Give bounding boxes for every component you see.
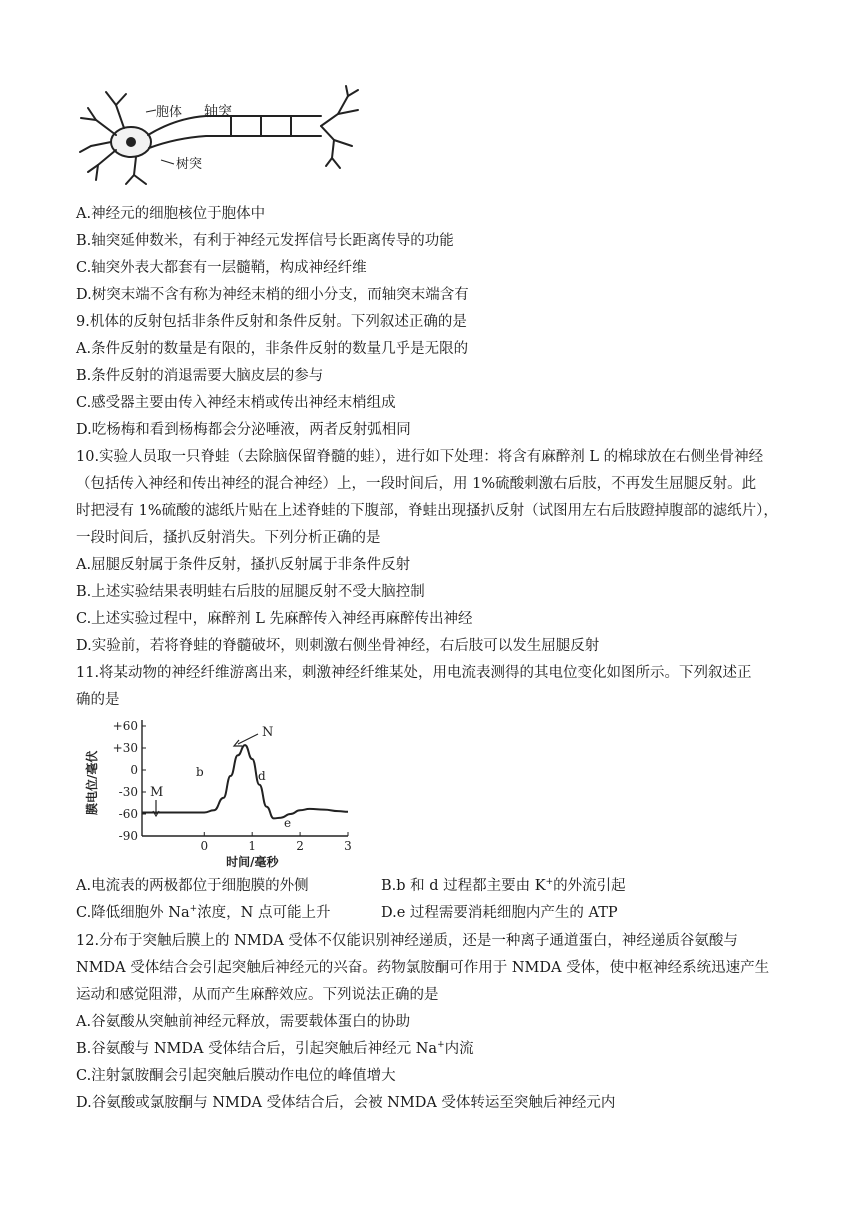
- dendrite-label: 树突: [176, 157, 203, 172]
- q12-option-a: A.谷氨酸从突触前神经元释放，需要载体蛋白的协助: [76, 1014, 411, 1030]
- q10-option-c: C.上述实验过程中，麻醉剂 L 先麻醉传入神经再麻醉传出神经: [76, 611, 473, 627]
- q12-option-d: D.谷氨酸或氯胺酮与 NMDA 受体结合后，会被 NMDA 受体转运至突触后神经元内: [76, 1095, 616, 1111]
- x-tick-label: 3: [344, 839, 352, 853]
- membrane-potential-chart: [76, 712, 376, 872]
- x-tick-label: 0: [200, 839, 209, 853]
- annotation-n-arrow: [238, 734, 258, 744]
- q10-option-d: D.实验前，若将脊蛙的脊髓破坏，则刺激右侧坐骨神经，右后肢可以发生屈腿反射: [76, 638, 600, 654]
- q9-option-d: D.吃杨梅和看到杨梅都会分泌唾液，两者反射弧相同: [76, 422, 411, 438]
- x-axis-label: 时间/毫秒: [226, 855, 279, 869]
- q8-option-a: A.神经元的细胞核位于胞体中: [76, 206, 266, 222]
- axon-label: 轴突: [204, 104, 232, 120]
- annotation-e: e: [284, 816, 292, 830]
- q10-option-b: B.上述实验结果表明蛙右后肢的屈腿反射不受大脑控制: [76, 584, 425, 600]
- q12-option-c: C.注射氯胺酮会引起突触后膜动作电位的峰值增大: [76, 1068, 396, 1084]
- q11-stem-1: 11.将某动物的神经纤维游离出来，刺激神经纤维某处，用电流表测得的其电位变化如图所示。下列叙述正: [76, 665, 752, 681]
- annotation-m: M: [150, 785, 164, 800]
- x-tick-label: 2: [296, 839, 304, 853]
- q10-stem-3: 时把浸有 1%硫酸的滤纸片贴在上述脊蛙的下腹部，脊蛙出现搔扒反射（试图用左右后肢蹬掉腹部的滤纸片），: [76, 503, 778, 519]
- y-tick-label: +60: [112, 719, 138, 733]
- chart-axes: [142, 720, 348, 836]
- q8-option-d: D.树突末端不含有称为神经末梢的细小分支，而轴突末端含有: [76, 287, 469, 303]
- q11-option-a: A.电流表的两极都位于细胞膜的外侧: [76, 878, 309, 894]
- q9-option-c: C.感受器主要由传入神经末梢或传出神经末梢组成: [76, 395, 396, 411]
- q10-stem-2: （包括传入神经和传出神经的混合神经）上，一段时间后，用 1%硫酸刺激右后肢，不再发生屈腿反射。此: [76, 476, 757, 492]
- q9-stem: 9.机体的反射包括非条件反射和条件反射。下列叙述正确的是: [76, 314, 467, 330]
- q8-option-b: B.轴突延伸数米，有利于神经元发挥信号长距离传导的功能: [76, 233, 454, 249]
- y-tick-label: 0: [130, 763, 138, 777]
- potential-curve: [142, 745, 348, 818]
- q11-stem-2: 确的是: [76, 692, 120, 708]
- q11-option-c: C.降低细胞外 Na+浓度，N 点可能上升: [76, 904, 331, 921]
- x-tick-label: 1: [248, 839, 257, 853]
- soma-label: 胞体: [156, 105, 183, 120]
- neuron-figure: [76, 80, 366, 190]
- q11-option-b: B.b 和 d 过程都主要由 K+的外流引起: [381, 877, 626, 894]
- q9-option-a: A.条件反射的数量是有限的，非条件反射的数量几乎是无限的: [76, 341, 469, 357]
- chart-ticks: [113, 719, 352, 853]
- q12-option-b: B.谷氨酸与 NMDA 受体结合后，引起突触后神经元 Na+内流: [76, 1040, 474, 1057]
- annotation-d: d: [258, 769, 266, 783]
- nucleus-dot: [127, 138, 135, 146]
- q12-stem-1: 12.分布于突触后膜上的 NMDA 受体不仅能识别神经递质，还是一种离子通道蛋白，神经递质谷氨酸与: [76, 933, 738, 949]
- annotation-n: N: [262, 725, 274, 740]
- q10-stem-1: 10.实验人员取一只脊蛙（去除脑保留脊髓的蛙），进行如下处理：将含有麻醉剂 L 的棉球放在右侧坐骨神经: [76, 449, 764, 465]
- q10-option-a: A.屈腿反射属于条件反射，搔扒反射属于非条件反射: [76, 557, 411, 573]
- q12-stem-2: NMDA 受体结合会引起突触后神经元的兴奋。药物氯胺酮可作用于 NMDA 受体，使中枢神经系统迅速产生: [76, 960, 770, 976]
- y-axis-label: 膜电位/毫伏: [85, 750, 99, 815]
- y-tick-label: -30: [118, 785, 138, 799]
- y-tick-label: -90: [118, 829, 138, 843]
- q8-option-c: C.轴突外表大都套有一层髓鞘，构成神经纤维: [76, 260, 367, 276]
- q10-stem-4: 一段时间后，搔扒反射消失。下列分析正确的是: [76, 530, 381, 546]
- y-tick-label: +30: [112, 741, 138, 755]
- y-tick-label: -60: [118, 807, 138, 821]
- q12-stem-3: 运动和感觉阻滞，从而产生麻醉效应。下列说法正确的是: [76, 987, 439, 1003]
- q11-option-d: D.e 过程需要消耗细胞内产生的 ATP: [381, 905, 618, 921]
- q9-option-b: B.条件反射的消退需要大脑皮层的参与: [76, 368, 324, 384]
- annotation-b: b: [196, 765, 204, 779]
